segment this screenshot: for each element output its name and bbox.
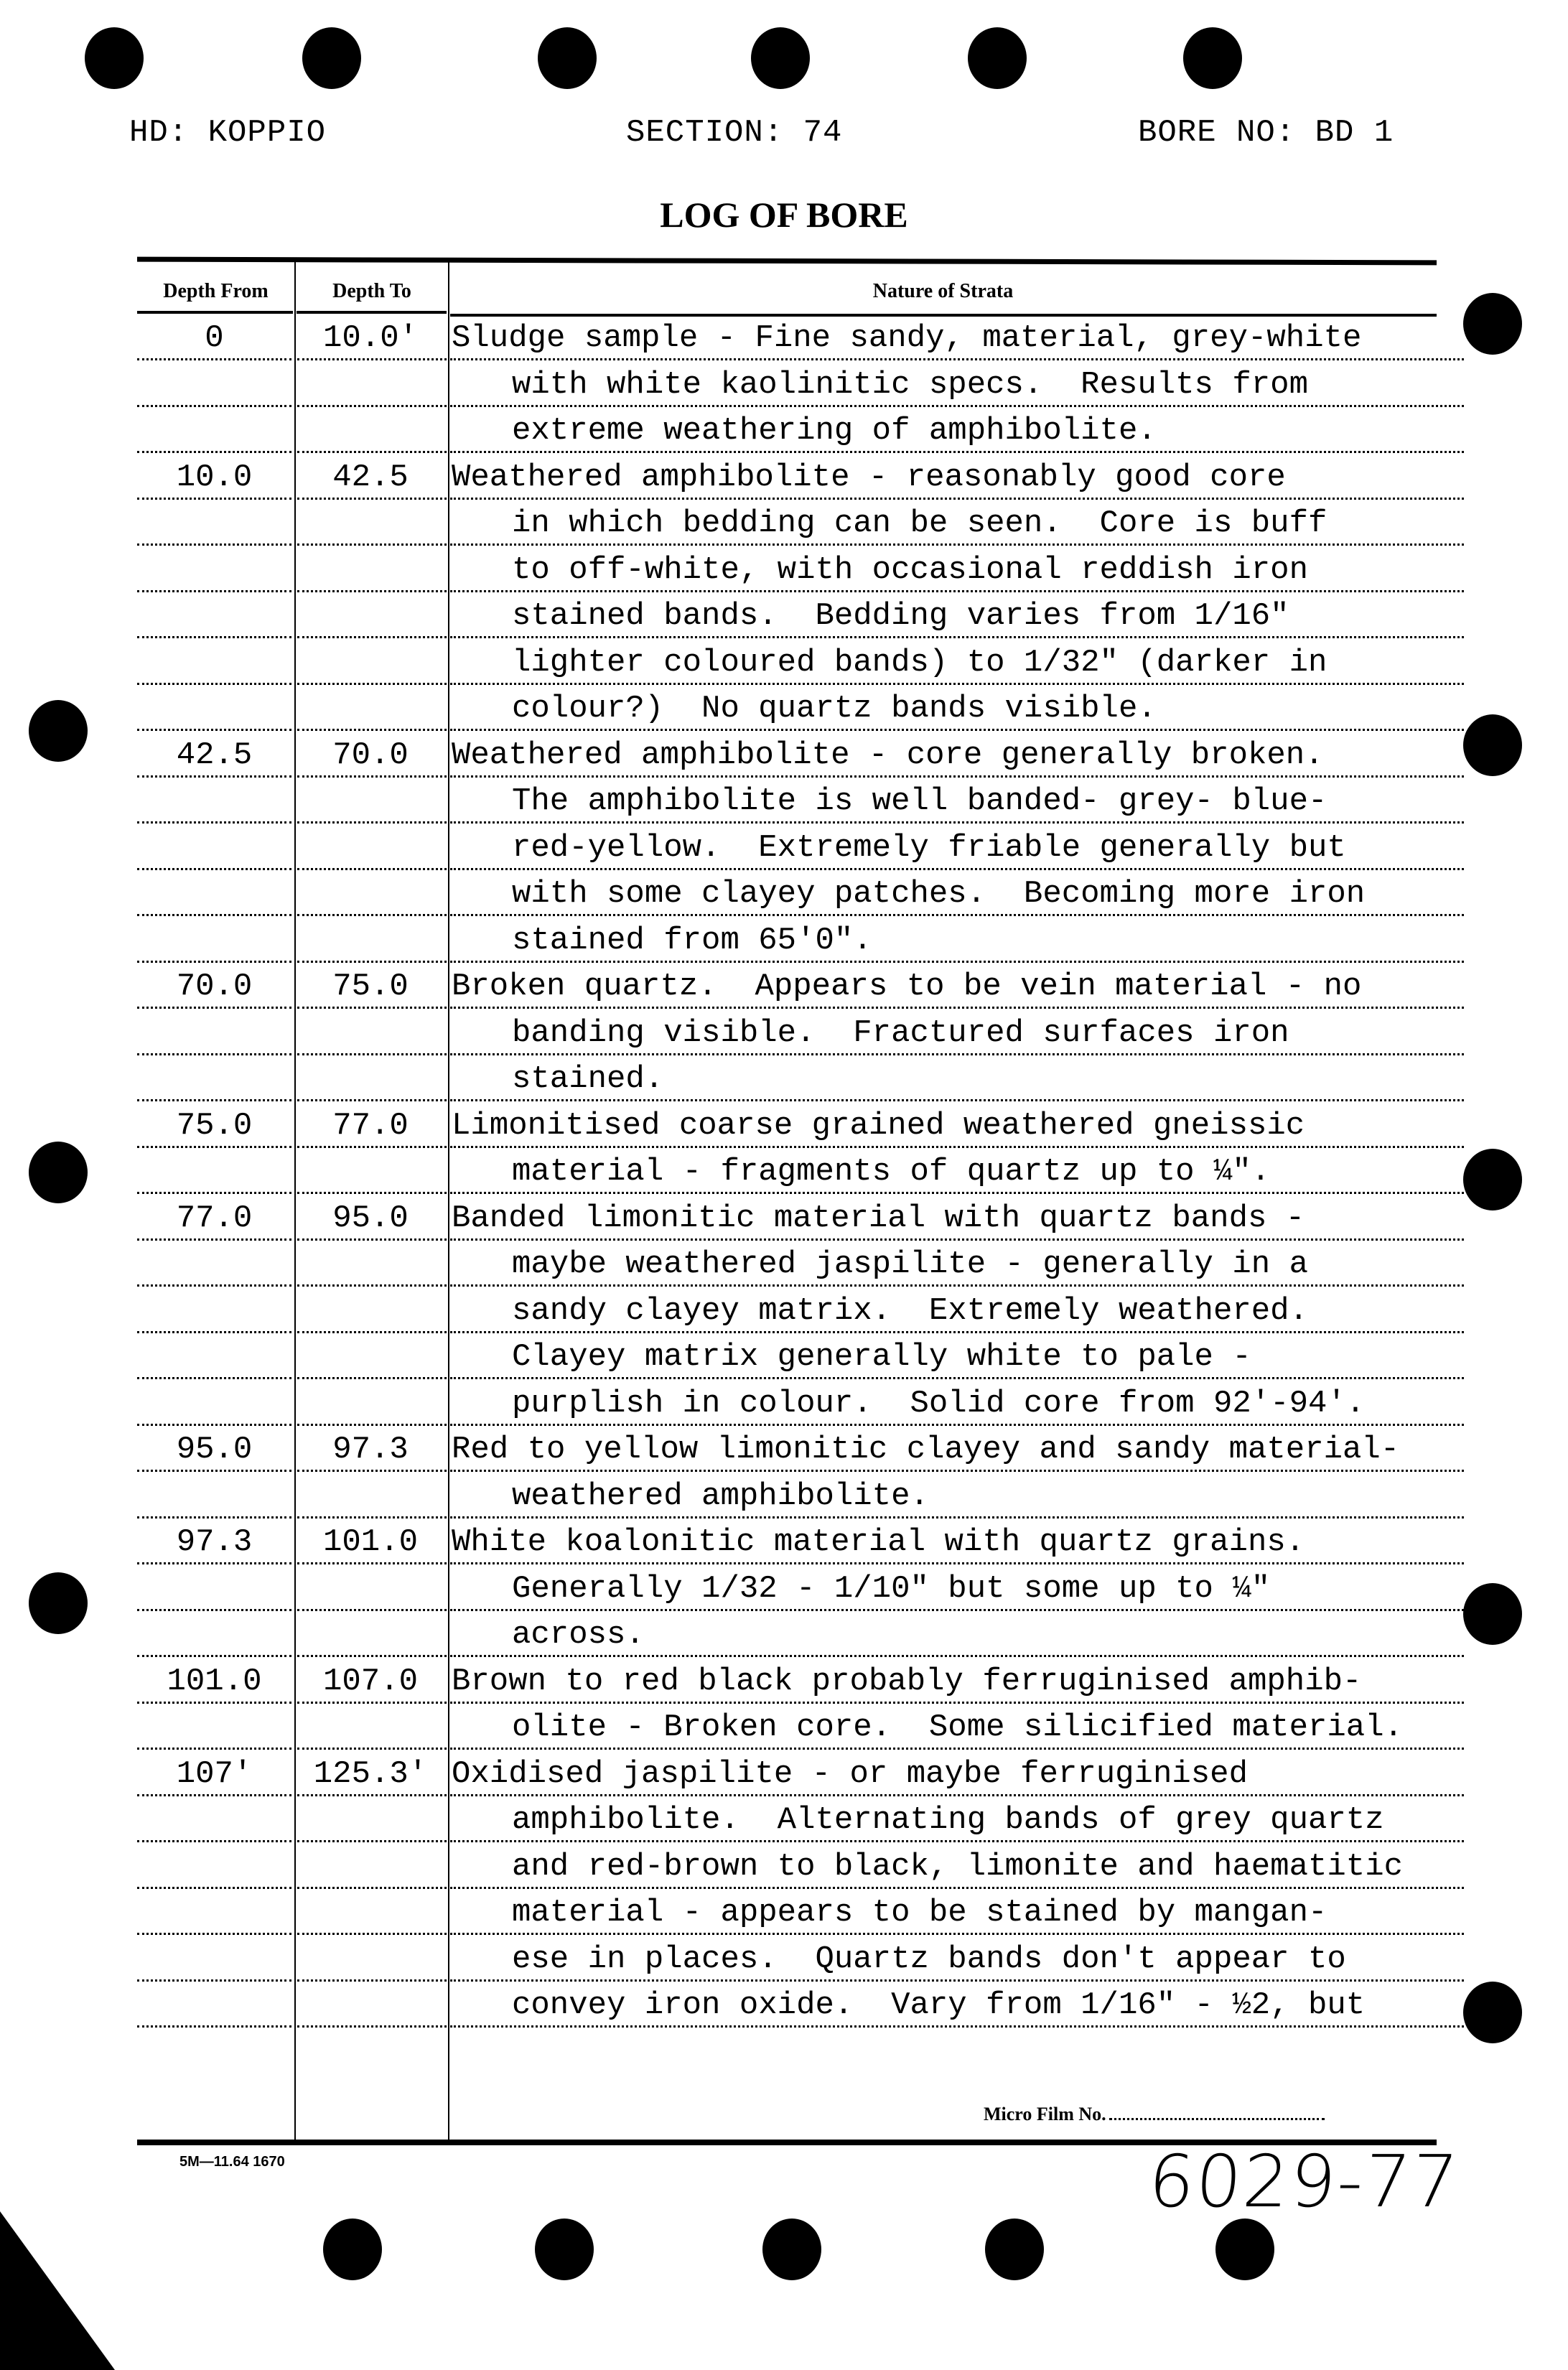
punch-hole <box>1215 2219 1274 2280</box>
punch-hole <box>762 2219 821 2280</box>
strata-description-cell: extreme weathering of amphibolite. <box>512 413 1157 449</box>
strata-description-cell: amphibolite. Alternating bands of grey quartz <box>512 1802 1384 1838</box>
table-row <box>137 592 1458 638</box>
strata-description-cell: lighter coloured bands) to 1/32" (darker in <box>512 644 1327 681</box>
depth-from-cell: 101.0 <box>167 1663 262 1699</box>
table-top-rule <box>137 257 1437 266</box>
table-row <box>137 1936 1458 1982</box>
strata-description-cell: ese in places. Quartz bands don't appear to <box>512 1941 1346 1977</box>
table-row <box>137 963 1458 1009</box>
punch-hole <box>29 1142 88 1203</box>
table-row <box>137 1750 1458 1796</box>
depth-from-cell: 70.0 <box>176 969 253 1004</box>
strata-description-cell: in which bedding can be seen. Core is buff <box>512 505 1327 541</box>
depth-to-cell: 107.0 <box>322 1663 419 1699</box>
corner-mark <box>0 2211 115 2370</box>
strata-description-cell: material - appears to be stained by mangan- <box>512 1895 1327 1931</box>
strata-description-cell: Weathered amphibolite - core generally broken. <box>452 737 1324 773</box>
depth-from-cell: 75.0 <box>176 1107 253 1144</box>
table-row <box>137 1889 1458 1935</box>
strata-description-cell: Generally 1/32 - 1/10" but some up to ¼" <box>512 1570 1271 1607</box>
depth-from-cell: 0 <box>205 320 224 356</box>
strata-description-cell: The amphibolite is well banded- grey- blue- <box>512 783 1327 819</box>
dotted-line <box>450 2025 1464 2028</box>
strata-description-cell: material - fragments of quartz up to ¼". <box>512 1154 1271 1190</box>
strata-description-cell: Red to yellow limonitic clayey and sandy material- <box>452 1432 1400 1468</box>
column-header-depth-from: Depth From <box>163 280 269 302</box>
punch-hole <box>1183 27 1242 89</box>
table-row <box>137 1796 1458 1842</box>
strata-description-cell: convey iron oxide. Vary from 1/16" - ½2, but <box>512 1987 1366 2023</box>
microfilm-label: Micro Film No. <box>984 2104 1106 2124</box>
punch-hole <box>535 2219 594 2280</box>
header-rule <box>137 311 293 314</box>
table-row <box>137 1195 1458 1241</box>
hd-label: HD: KOPPIO <box>129 115 327 151</box>
punch-hole <box>1463 1982 1522 2043</box>
strata-description-cell: Weathered amphibolite - reasonably good core <box>452 459 1286 495</box>
page-title: LOG OF BORE <box>660 195 908 235</box>
table-row <box>137 1658 1458 1704</box>
punch-hole <box>751 27 810 89</box>
table-row <box>137 1287 1458 1333</box>
strata-description-cell: purplish in colour. Solid core from 92'-94'. <box>512 1385 1366 1422</box>
strata-description-cell: Brown to red black probably ferruginised amphib- <box>452 1663 1362 1699</box>
depth-to-cell: 77.0 <box>332 1107 409 1144</box>
table-row <box>137 1055 1458 1101</box>
table-row <box>137 1380 1458 1426</box>
table-row <box>137 917 1458 963</box>
depth-from-cell: 107' <box>176 1755 253 1792</box>
table-row <box>137 454 1458 500</box>
strata-description-cell: Sludge sample - Fine sandy, material, grey-white <box>452 320 1362 356</box>
depth-from-cell: 77.0 <box>176 1200 253 1236</box>
strata-description-cell: to off-white, with occasional reddish iron <box>512 551 1308 588</box>
strata-description-cell: weathered amphibolite. <box>512 1478 929 1514</box>
microfilm-field <box>984 2104 1325 2125</box>
table-row <box>137 1843 1458 1889</box>
handwritten-reference: 6029-77 <box>1145 2140 1462 2224</box>
depth-to-cell: 101.0 <box>322 1524 419 1560</box>
punch-hole <box>1463 293 1522 355</box>
strata-description-cell: Clayey matrix generally white to pale - <box>512 1339 1251 1375</box>
table-row <box>137 1982 1458 2028</box>
strata-description-cell: with white kaolinitic specs. Results from <box>512 366 1308 403</box>
depth-to-cell: 10.0' <box>322 320 419 356</box>
table-row <box>137 1241 1458 1287</box>
strata-description-cell: banding visible. Fractured surfaces iron <box>512 1014 1289 1051</box>
dotted-line <box>137 2025 291 2028</box>
form-number: 5M—11.64 1670 <box>179 2154 285 2170</box>
strata-description-cell: across. <box>512 1617 645 1653</box>
strata-description-cell: maybe weathered jaspilite - generally in a <box>512 1246 1308 1282</box>
depth-to-cell: 75.0 <box>332 969 409 1004</box>
bore-number-label: BORE NO: BD 1 <box>1138 115 1394 151</box>
strata-description-cell: red-yellow. Extremely friable generally but <box>512 829 1346 866</box>
punch-hole <box>538 27 597 89</box>
strata-description-cell: stained from 65'0". <box>512 922 872 958</box>
header-rule <box>297 311 447 314</box>
depth-from-cell: 42.5 <box>176 737 253 773</box>
punch-hole <box>29 1572 88 1634</box>
column-header-depth-to: Depth To <box>332 280 411 302</box>
table-row <box>137 1333 1458 1379</box>
table-row <box>137 500 1458 546</box>
punch-hole <box>1463 1149 1522 1210</box>
depth-to-cell: 70.0 <box>332 737 409 773</box>
punch-hole <box>29 700 88 762</box>
punch-hole <box>968 27 1027 89</box>
strata-description-cell: stained bands. Bedding varies from 1/16" <box>512 598 1289 634</box>
table-row <box>137 1565 1458 1611</box>
strata-description-cell: olite - Broken core. Some silicified material. <box>512 1709 1404 1745</box>
strata-description-cell: White koalonitic material with quartz grains. <box>452 1524 1305 1560</box>
table-row <box>137 639 1458 685</box>
depth-to-cell: 42.5 <box>332 459 409 495</box>
punch-hole <box>985 2219 1044 2280</box>
microfilm-blank <box>1109 2118 1325 2120</box>
table-row <box>137 314 1458 360</box>
table-row <box>137 1611 1458 1657</box>
column-header-nature: Nature of Strata <box>872 280 1014 302</box>
punch-hole <box>302 27 361 89</box>
depth-to-cell: 125.3' <box>313 1755 428 1792</box>
table-row <box>137 1473 1458 1518</box>
table-row <box>137 778 1458 824</box>
table-row <box>137 1009 1458 1055</box>
strata-description-cell: Oxidised jaspilite - or maybe ferruginised <box>452 1755 1248 1792</box>
table-row <box>137 732 1458 778</box>
depth-to-cell: 95.0 <box>332 1200 409 1236</box>
table-row <box>137 824 1458 870</box>
strata-description-cell: Limonitised coarse grained weathered gneissic <box>452 1107 1305 1144</box>
strata-description-cell: colour?) No quartz bands visible. <box>512 691 1157 727</box>
punch-hole <box>1463 1583 1522 1645</box>
table-row <box>137 685 1458 731</box>
punch-hole <box>1463 714 1522 776</box>
section-label: SECTION: 74 <box>626 115 843 151</box>
depth-from-cell: 97.3 <box>176 1524 253 1560</box>
table-row <box>137 1704 1458 1750</box>
depth-to-cell: 97.3 <box>332 1432 409 1468</box>
strata-description-cell: Banded limonitic material with quartz bands - <box>452 1200 1305 1236</box>
punch-hole <box>323 2219 382 2280</box>
strata-description-cell: sandy clayey matrix. Extremely weathered. <box>512 1292 1308 1329</box>
dotted-line <box>297 2025 447 2028</box>
table-row <box>137 1518 1458 1564</box>
strata-description-cell: and red-brown to black, limonite and haematitic <box>512 1848 1404 1885</box>
table-row <box>137 1102 1458 1148</box>
table-row <box>137 1148 1458 1194</box>
table-row <box>137 546 1458 592</box>
table-row <box>137 1426 1458 1472</box>
depth-from-cell: 10.0 <box>176 459 253 495</box>
depth-from-cell: 95.0 <box>176 1432 253 1468</box>
strata-description-cell: stained. <box>512 1061 664 1097</box>
strata-description-cell: Broken quartz. Appears to be vein material - no <box>452 969 1362 1004</box>
punch-hole <box>85 27 144 89</box>
table-row <box>137 361 1458 407</box>
table-row <box>137 870 1458 916</box>
table-row <box>137 407 1458 453</box>
strata-description-cell: with some clayey patches. Becoming more iron <box>512 876 1366 912</box>
